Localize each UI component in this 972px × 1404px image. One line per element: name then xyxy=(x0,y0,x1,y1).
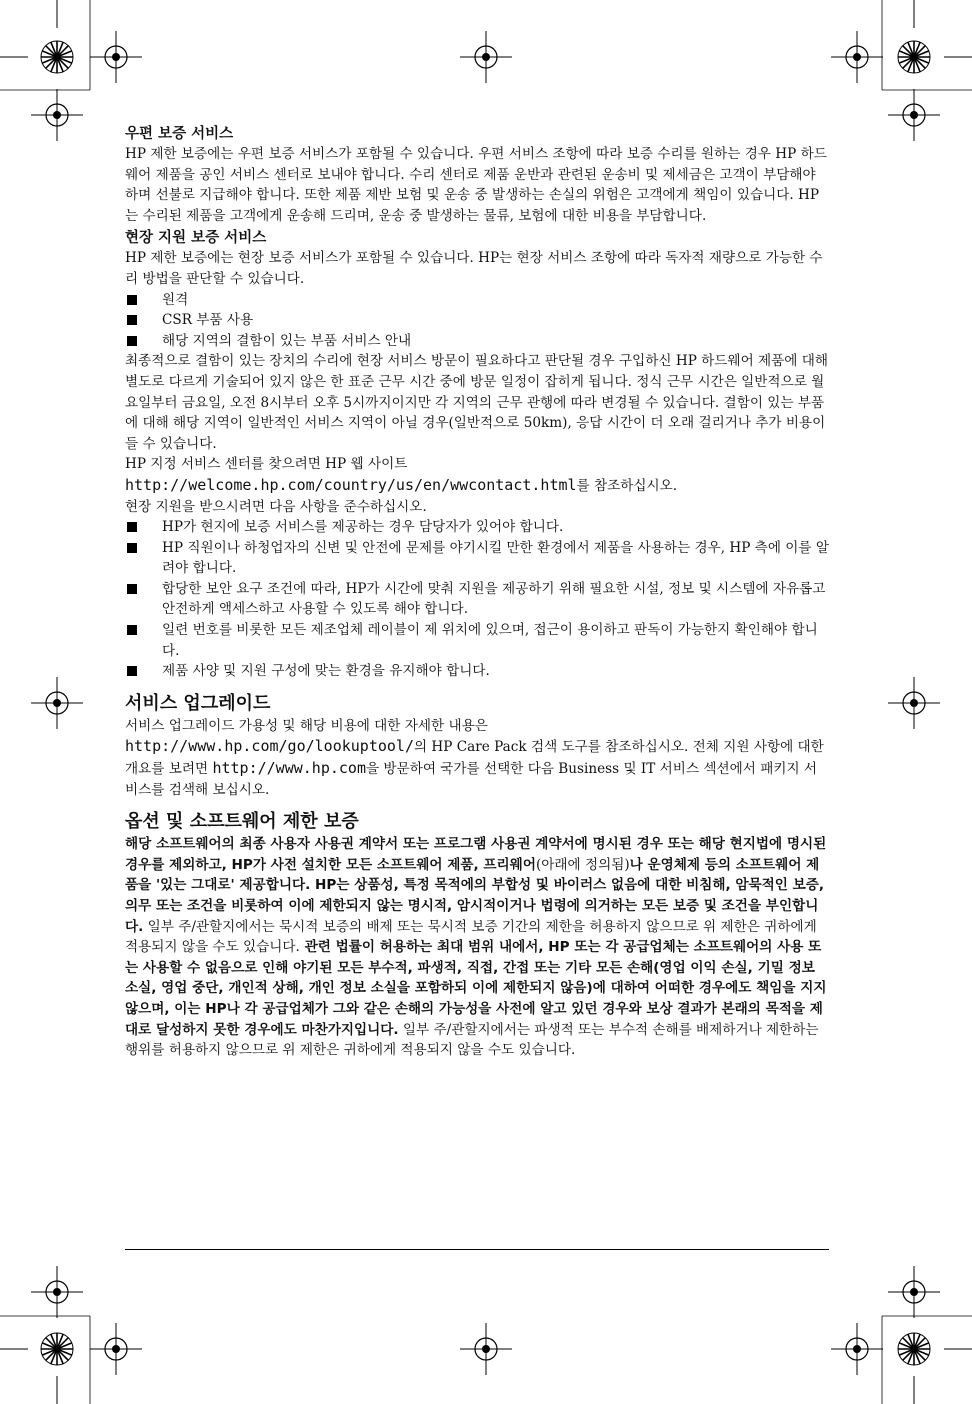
onsite-warranty-heading: 현장 지원 보증 서비스 xyxy=(125,230,267,247)
list-item: 합당한 보안 요구 조건에 따라, HP가 시간에 맞춰 지원을 제공하기 위해 필요한 시설, 정보 및 시스템에 자유롭고 안전하게 액세스하고 사용할 수 있도록 해야 합니다. xyxy=(125,579,829,620)
list-item: 일련 번호를 비롯한 모든 제조업체 레이블이 제 위치에 있으며, 접근이 용이하고 판독이 가능한지 확인해야 합니다. xyxy=(125,620,829,661)
bullet-icon xyxy=(127,666,137,676)
onsite-schedule-text: 최종적으로 결함이 있는 장치의 수리에 현장 서비스 방문이 필요하다고 판단될 경우 구입하신 HP 하드웨어 제품에 대해 별도로 다르게 기술되어 있지 않은 한 표준 근무 시간 중에 방문 일정이 잡히게 됩니다. 정식 근무 시간은 일반적으로 월요일부터 금요일, 오전 8시부터 오후 5시까지이지만 각 지역의 근무 관행에 따라 변경될 수 있습니다. 결함이 있는 부품에 대해 해당 지역이 일반적인 서비스 지역이 아닐 경우(일반적으로 50km), 응답 시간이 더 오래 걸리거나 추가 비용이 들 수 있습니다. xyxy=(125,353,828,452)
onsite-options-list xyxy=(125,290,829,352)
list-item: 해당 지역의 결함이 있는 부품 서비스 안내 xyxy=(125,331,829,352)
bullet-icon xyxy=(127,315,137,325)
software-warranty-text: 해당 소프트웨어의 최종 사용자 사용권 계약서 또는 프로그램 사용권 계약서에 명시된 경우 또는 해당 현지법에 명시된 경우를 제외하고, HP가 사전 설치한 모든 소프트웨어 제품, 프리웨어(아래에 정의됨)나 운영체제 등의 소프트웨어 제품을 '있는 그대로' 제공합니다. HP는 상품성, 특정 목적에의 부합성 및 바이러스 없음에 대한 비침해, 암묵적인 보증, 의무 또는 조건을 비롯하여 이에 제한되지 않는 명시적, 암시적이거나 법령에 의거하는 모든 보증 및 조건을 부인합니다. 일부 주/관할지에서는 묵시적 보증의 배제 또는 묵시적 보증 기간의 제한을 허용하지 않으므로 위 제한은 귀하에게 적용되지 않을 수도 있습니다. 관련 법률이 허용하는 최대 범위 내에서, HP 또는 각 공급업체는 소프트웨어의 사용 또는 사용할 수 없음으로 인해 야기된 모든 부수적, 파생적, 직접, 간접 또는 기타 모든 손해(영업 이익 손실, 기밀 정보 소실, 영업 중단, 개인적 상해, 개인 정보 소실을 포함하되 이에 제한되지 않음)에 대하여 어떠한 경우에도 책임을 지지 않으며, 이는 HP나 각 공급업체가 그와 같은 손해의 가능성을 사전에 알고 있던 경우와 보상 결과가 본래의 목적을 제대로 달성하지 못한 경우에도 마찬가지입니다. 일부 주/관할지에서는 파생적 또는 부수적 손해를 배제하거나 제한하는 행위를 허용하지 않으므로 위 제한은 귀하에게 적용되지 않을 수도 있습니다. xyxy=(125,836,827,1059)
bullet-icon xyxy=(127,584,137,594)
page-content xyxy=(125,124,829,1061)
bullet-icon xyxy=(127,625,137,635)
list-item: HP 직원이나 하청업자의 신변 및 안전에 문제를 야기시킬 만한 환경에서 제품을 사용하는 경우, HP 측에 이를 알려야 합니다. xyxy=(125,538,829,579)
wwcontact-link[interactable]: http://welcome.hp.com/country/us/en/wwcontact.html xyxy=(125,475,577,494)
bullet-icon xyxy=(127,522,137,532)
bullet-icon xyxy=(127,295,137,305)
list-item: 원격 xyxy=(125,290,829,311)
list-item: HP가 현지에 보증 서비스를 제공하는 경우 담당자가 있어야 합니다. xyxy=(125,517,829,538)
hp-home-link[interactable]: http://www.hp.com xyxy=(212,759,366,778)
onsite-requirements-intro: 현장 지원을 받으시려면 다음 사항을 준수하십시오. xyxy=(125,498,427,515)
software-warranty-heading: 옵션 및 소프트웨어 제한 보증 xyxy=(125,811,359,833)
onsite-intro-text: HP 제한 보증에는 현장 보증 서비스가 포함될 수 있습니다. HP는 현장 서비스 조항에 따라 독자적 재량으로 가능한 수리 방법을 판단할 수 있습니다. xyxy=(125,250,823,287)
service-upgrade-heading: 서비스 업그레이드 xyxy=(125,692,271,714)
mail-warranty-text: HP 제한 보증에는 우편 보증 서비스가 포함될 수 있습니다. 우편 서비스 조항에 따라 보증 수리를 원하는 경우 HP 하드웨어 제품을 공인 서비스 센터로 보내야 합니다. 수리 센터로 제품 운반과 관련된 운송비 및 제세금은 고객이 부담해야 하며 선불로 지급해야 합니다. 또한 제품 제반 보험 및 운송 중 발생하는 손실의 위험은 고객에게 책임이 있습니다. HP는 수리된 제품을 고객에게 운송해 드리며, 운송 중 발생하는 물류, 보험에 대한 비용을 부담합니다. xyxy=(125,146,827,224)
list-item: 제품 사양 및 지원 구성에 맞는 환경을 유지해야 합니다. xyxy=(125,661,829,682)
service-center-text: HP 지정 서비스 센터를 찾으려면 HP 웹 사이트 http://welcome.hp.com/country/us/en/wwcontact.html를 참조하십시오. xyxy=(125,456,678,494)
onsite-requirements-list xyxy=(125,517,829,682)
mail-warranty-heading: 우편 보증 서비스 xyxy=(125,126,234,142)
footer-rule xyxy=(125,1249,829,1250)
bullet-icon xyxy=(127,543,137,553)
list-item: CSR 부품 사용 xyxy=(125,310,829,331)
lookuptool-link[interactable]: http://www.hp.com/go/lookuptool/ xyxy=(125,737,414,756)
service-upgrade-text: 서비스 업그레이드 가용성 및 해당 비용에 대한 자세한 내용은 http://www.hp.com/go/lookuptool/의 HP Care Pack 검색 도구를 참조하십시오. 전체 지원 사항에 대한 개요를 보려면 http://www.hp.com을 방문하여 국가를 선택한 다음 Business 및 IT 서비스 섹션에서 패키지 서비스를 검색해 보십시오. xyxy=(125,717,824,798)
bullet-icon xyxy=(127,336,137,346)
